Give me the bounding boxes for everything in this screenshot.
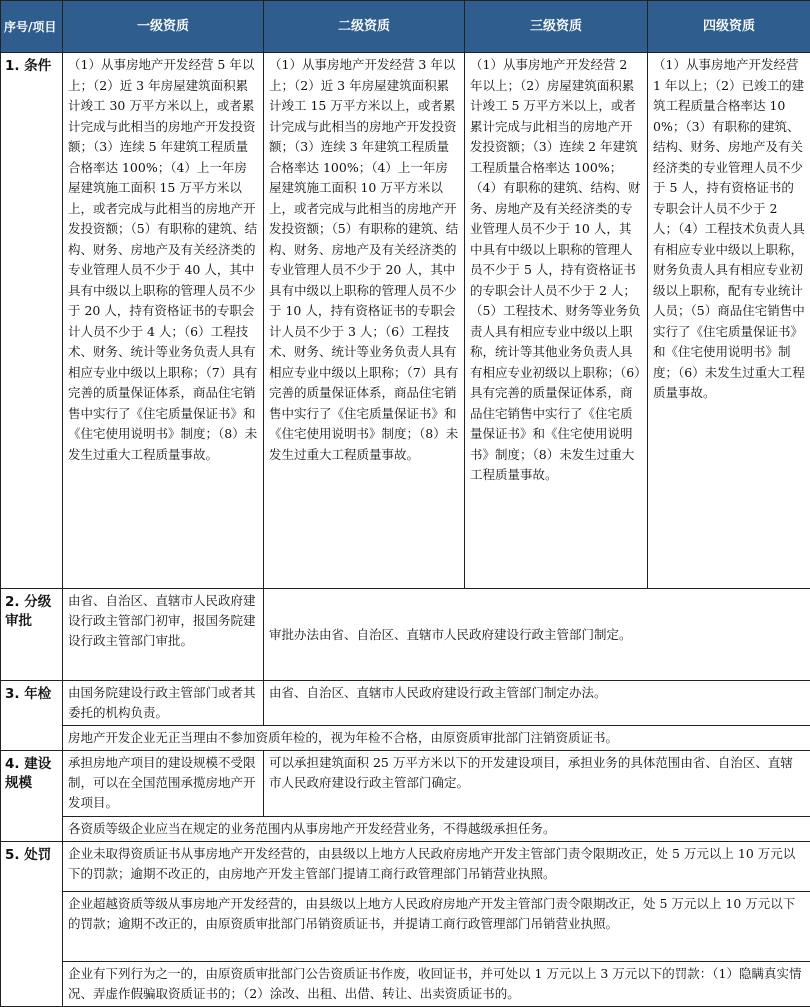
penalty-label: 5. 处罚	[1, 842, 63, 1007]
inspection-level-1: 由国务院建设行政主管部门或者其委托的机构负责。	[63, 681, 264, 726]
conditions-label: 1. 条件	[1, 53, 63, 589]
penalty-item-2: 企业超越资质等级从事房地产开发经营的，由县级以上地方人民政府房地产开发主管部门责令限期改正，处 5 万元以上 10 万元以下的罚款；逾期不改正的，由原资质审批部门吊销资质证书，并提请工商行政管理部门吊销营业执照。	[63, 892, 810, 962]
header-row	[1, 1, 810, 53]
approval-level-1: 由省、自治区、直辖市人民政府建设行政主管部门初审，报国务院建设行政主管部门审批。	[63, 589, 264, 681]
penalty-item-1: 企业未取得资质证书从事房地产开发经营的，由县级以上地方人民政府房地产开发主管部门责令限期改正，处 5 万元以上 10 万元以下的罚款；逾期不改正的，由房地产开发主管部门提请工商行政管理部门吊销营业执照。	[63, 842, 810, 892]
scale-level-1: 承担房地产项目的建设规模不受限制，可以在全国范围承揽房地产开发项目。	[63, 751, 264, 817]
penalty-row-1	[1, 842, 810, 892]
scale-row	[1, 751, 810, 817]
scale-note: 各资质等级企业应当在规定的业务范围内从事房地产开发经营业务，不得越级承担任务。	[63, 817, 810, 842]
conditions-level-4: （1）从事房地产开发经营 1 年以上；（2）已竣工的建筑工程质量合格率达 100%；（3）有职称的建筑、结构、财务、房地产及有关经济类的专业管理人员不少于 5 人，持有资格证书的专职会计人员不少于 2 人；（4）工程技术负责人具有相应专业中级以上职称，财务负责人具有相应专业初级以上职称，配有专业统计人员；（5）商品住宅销售中实行了《住宅质量保证书》和《住宅使用说明书》制度；（6）未发生过重大工程质量事故。	[648, 53, 810, 589]
inspection-other-levels: 由省、自治区、直辖市人民政府建设行政主管部门制定办法。	[264, 681, 810, 726]
conditions-level-2: （1）从事房地产开发经营 3 年以上；（2）近 3 年房屋建筑面积累计竣工 15 万平方米以上，或者累计完成与此相当的房地产开发投资额；（3）连续 3 年建筑工程质量合格率达 100%；（4）上一年房屋建筑施工面积 10 万平方米以上，或者完成与此相当的房地产开发投资额；（5）有职称的建筑、结构、财务、房地产及有关经济类的专业管理人员不少于 20 人，其中具有中级以上职称的管理人员不少于 10 人，持有资格证书的专职会计人员不少于 3 人；（6）工程技术、财务、统计等业务负责人具有相应专业中级以上职称；（7）具有完善的质量保证体系，商品住宅销售中实行了《住宅质量保证书》和《住宅使用说明书》制度；（8）未发生过重大工程质量事故。	[264, 53, 465, 589]
conditions-level-3: （1）从事房地产开发经营 2 年以上；（2）房屋建筑面积累计竣工 5 万平方米以上，或者累计完成与此相当的房地产开发投资额；（3）连续 2 年建筑工程质量合格率达 100%；（4）有职称的建筑、结构、财务、房地产及有关经济类的专业管理人员不少于 10 人，其中具有中级以上职称的管理人员不少于 5 人，持有资格证书的专职会计人员不少于 2 人；（5）工程技术、财务等业务负责人具有相应专业中级以上职称，统计等其他业务负责人具有相应专业初级以上职称；（6）具有完善的质量保证体系，商品住宅销售中实行了《住宅质量保证书》和《住宅使用说明书》制度；（8）未发生过重大工程质量事故。	[465, 53, 648, 589]
inspection-note: 房地产开发企业无正当理由不参加资质年检的，视为年检不合格，由原资质审批部门注销资质证书。	[63, 726, 810, 751]
penalty-row-2	[1, 892, 810, 962]
inspection-label: 3. 年检	[1, 681, 63, 751]
header-level-1: 一级资质	[63, 1, 264, 53]
conditions-level-1: （1）从事房地产开发经营 5 年以上；（2）近 3 年房屋建筑面积累计竣工 30 万平方米以上，或者累计完成与此相当的房地产开发投资额；（3）连续 5 年建筑工程质量合格率达 100%；（4）上一年房屋建筑施工面积 15 万平方米以上，或者完成与此相当的房地产开发投资额；（5）有职称的建筑、结构、财务、房地产及有关经济类的专业管理人员不少于 40 人，其中具有中级以上职称的管理人员不少于 20 人，持有资格证书的专职会计人员不少于 4 人；（6）工程技术、财务、统计等业务负责人具有相应专业中级以上职称；（7）具有完善的质量保证体系，商品住宅销售中实行了《住宅质量保证书》和《住宅使用说明书》制度；（8）未发生过重大工程质量事故。	[63, 53, 264, 589]
scale-note-row	[1, 817, 810, 842]
header-level-4: 四级资质	[648, 1, 810, 53]
inspection-note-row	[1, 726, 810, 751]
scale-label: 4. 建设规模	[1, 751, 63, 842]
scale-other-levels: 可以承担建筑面积 25 万平方米以下的开发建设项目，承担业务的具体范围由省、自治区、直辖市人民政府建设行政主管部门确定。	[264, 751, 810, 817]
approval-label: 2. 分级审批	[1, 589, 63, 681]
inspection-row	[1, 681, 810, 726]
penalty-item-3: 企业有下列行为之一的，由原资质审批部门公告资质证书作废，收回证书，并可处以 1 万元以上 3 万元以下的罚款：（1）隐瞒真实情况、弄虚作假骗取资质证书的；（2）涂改、出租、出借、转让、出卖资质证书的。	[63, 962, 810, 1007]
approval-row	[1, 589, 810, 681]
penalty-row-3	[1, 962, 810, 1007]
approval-other-levels: 审批办法由省、自治区、直辖市人民政府建设行政主管部门制定。	[264, 589, 810, 681]
header-level-3: 三级资质	[465, 1, 648, 53]
header-corner: 序号/项目	[1, 1, 63, 53]
header-level-2: 二级资质	[264, 1, 465, 53]
conditions-row	[1, 53, 810, 589]
